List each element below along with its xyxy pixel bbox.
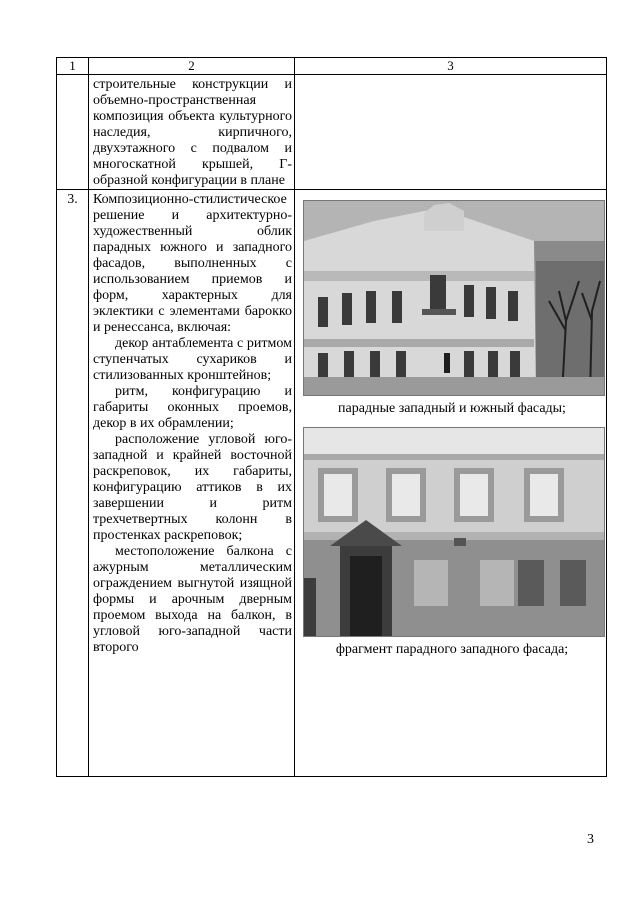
table-row-continued — [57, 75, 607, 190]
row2-paragraph-intro: Композиционно-стилистическое решение и архитектурно-художественный облик парадных южного и западного фасадов, выполненных с использованием приемов и форм, характерных для эклектики с элементами барокко и ренессанса, включая: — [93, 192, 292, 335]
header-col-3: 3 — [295, 58, 607, 75]
row1-image-cell — [295, 75, 607, 190]
row2-paragraph-projections: расположение угловой юго-западной и крайней восточной раскреповок, их габариты, конфигурацию аттиков в их завершении и ритм трехчетвертных колонн в простенках раскреповок; — [93, 432, 292, 543]
photo-corner-facades — [303, 200, 605, 396]
monument-description-table — [56, 57, 607, 777]
page-number: 3 — [587, 832, 594, 847]
photo-west-facade-fragment — [303, 427, 605, 637]
row2-paragraph-windows: ритм, конфигурацию и габариты оконных проемов, декор в их обрамлении; — [93, 384, 292, 431]
photo-caption-1: парадные западный и южный фасады; — [338, 401, 566, 416]
row1-text-cell — [89, 75, 295, 190]
table-row-3 — [57, 190, 607, 777]
row1-num-cell — [57, 75, 89, 190]
row2-image-cell — [295, 190, 607, 777]
header-col-1: 1 — [57, 58, 89, 75]
row2-paragraph-entablature: декор антаблемента с ритмом ступенчатых сухариков и стилизованных кронштейнов; — [93, 336, 292, 383]
row2-text-cell — [89, 190, 295, 777]
header-col-2: 2 — [89, 58, 295, 75]
row2-paragraph-balcony: местоположение балкона с ажурным металлическим ограждением выгнутой изящной формы и арочным дверным проемом выхода на балкон, в угловой юго-западной части второго — [93, 544, 292, 655]
row1-text: строительные конструкции и объемно-пространственная композиция объекта культурного наследия, кирпичного, двухэтажного с подвалом и многоскатной крышей, Г-образной конфигурации в плане — [93, 77, 292, 188]
table-header-row — [57, 58, 607, 75]
photo-caption-2: фрагмент парадного западного фасада; — [335, 642, 569, 657]
row2-num: 3. — [57, 190, 89, 777]
